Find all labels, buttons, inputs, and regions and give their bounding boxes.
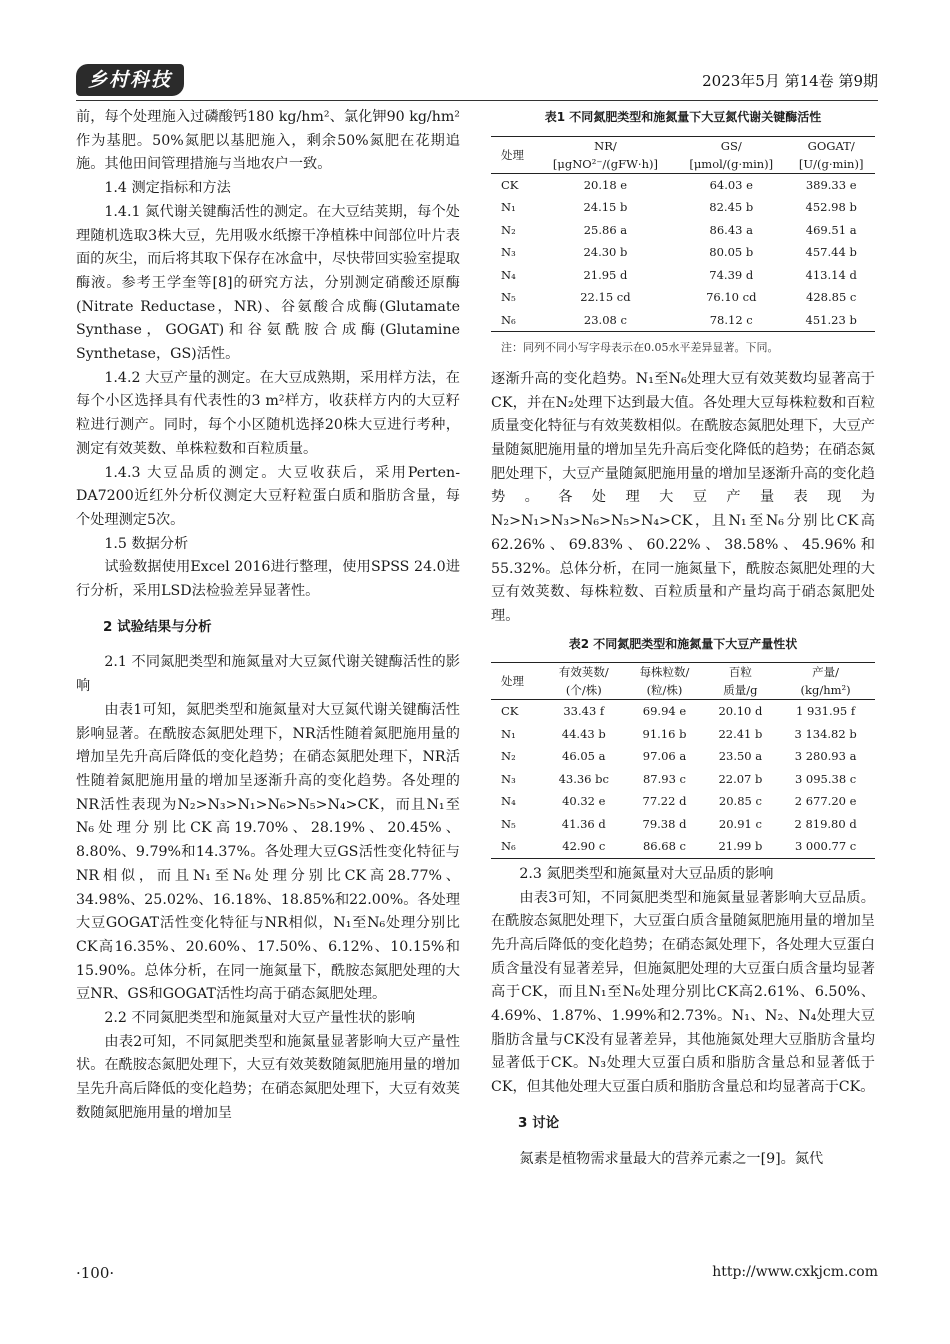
table-row	[491, 241, 875, 264]
table-cell: 389.33 e	[805, 177, 857, 192]
table-cell: N₄	[501, 794, 516, 809]
table1-unit-nr: [μgNO²⁻/(gFW·h)]	[536, 155, 675, 174]
table-cell: 3 095.38 c	[794, 771, 857, 786]
table-cell: N₁	[501, 726, 516, 741]
table-cell: 76.10 cd	[706, 290, 757, 305]
journal-url: http://www.cxkjcm.com	[712, 1264, 878, 1280]
table-row	[491, 813, 875, 836]
table1	[491, 136, 875, 333]
table-cell: 40.32 e	[562, 794, 606, 809]
table-cell: N₃	[501, 771, 516, 786]
paragraph: 1.4.2 大豆产量的测定。在大豆成熟期，采用样方法，在每个小区选择具有代表性的3 m²样方，收获样方内的大豆籽粒进行测产。同时，每个小区随机选择20株大豆进行考种，测定有效荚数、单株粒数和百粒质量。	[76, 369, 460, 457]
table-row	[491, 173, 875, 196]
page-number: ·100·	[76, 1264, 115, 1282]
table-cell: 469.51 a	[805, 222, 857, 237]
table-cell: 87.93 c	[642, 771, 687, 786]
issue-info: 2023年5月 第14卷 第9期	[702, 72, 878, 90]
table1-header-gogat: GOGAT/	[787, 136, 875, 155]
paragraph: 前，每个处理施入过磷酸钙180 kg/hm²、氯化钾90 kg/hm²作为基肥。50%氮肥以基肥施入，剩余50%氮肥在花期追施。其他田间管理措施与当地农户一致。	[76, 109, 460, 173]
table-cell: 23.50 a	[718, 749, 763, 764]
paragraph: 1.4.3 大豆品质的测定。大豆收获后，采用Perten-DA7200近红外分析仪测定大豆籽粒蛋白质和脂肪含量，每个处理测定5次。	[76, 464, 460, 528]
table2-header-hundred: 百粒	[705, 663, 777, 682]
table-cell: 33.43 f	[563, 704, 605, 719]
table-cell: 428.85 c	[806, 290, 857, 305]
table-cell: 97.06 a	[642, 749, 687, 764]
table1-note: 注：同列不同小写字母表示在0.05水平差异显著。下同。	[501, 341, 779, 355]
table2-header-grains: 每株粒数/	[624, 663, 704, 682]
table-cell: 43.36 bc	[558, 771, 609, 786]
table-cell: N₆	[491, 835, 543, 858]
table1-unit-gs: [μmol/(g·min)]	[675, 155, 787, 174]
table-cell: N₂	[501, 749, 516, 764]
table-cell: 80.05 b	[709, 245, 754, 260]
table-cell: 22.41 b	[718, 726, 763, 741]
table-cell: 22.15 cd	[580, 290, 631, 305]
table-cell: 1 931.95 f	[796, 704, 856, 719]
table-cell: 82.45 b	[709, 200, 754, 215]
section-heading: 1.4 测定指标和方法	[104, 180, 231, 197]
table-cell: 20.10 d	[718, 704, 763, 719]
table-cell: 24.30 b	[583, 245, 628, 260]
table-cell: 3 134.82 b	[794, 726, 857, 741]
table-cell: 413.14 d	[805, 267, 857, 282]
table-row	[491, 700, 875, 723]
table-cell: 452.98 b	[805, 200, 857, 215]
table-cell: 3 280.93 a	[794, 749, 857, 764]
table-cell: 74.39 d	[709, 267, 754, 282]
table1-header-nr: NR/	[536, 136, 675, 155]
section-heading: 2.1 不同氮肥类型和施氮量对大豆氮代谢关键酶活性的影响	[76, 654, 460, 695]
table-cell: 41.36 d	[561, 816, 606, 831]
table-cell: 20.85 c	[718, 794, 762, 809]
table-cell: 21.99 b	[705, 835, 777, 858]
table-cell: N₄	[501, 267, 516, 282]
table-cell: 91.16 b	[642, 726, 687, 741]
section-heading-main: 3 讨论	[518, 1114, 560, 1131]
table2	[491, 662, 875, 859]
table-row	[491, 286, 875, 309]
table-cell: 64.03 e	[709, 177, 753, 192]
table-cell: 86.43 a	[709, 222, 753, 237]
table-cell: 69.94 e	[642, 704, 687, 719]
table-cell: 78.12 c	[675, 309, 787, 332]
page-header	[76, 64, 878, 98]
table-row	[491, 723, 875, 746]
table-cell: 44.43 b	[561, 726, 606, 741]
table-cell: 20.91 c	[718, 816, 762, 831]
table-cell: 79.38 d	[642, 816, 687, 831]
table-row	[491, 745, 875, 768]
table-cell: 23.08 c	[536, 309, 675, 332]
paragraph: 1.4.1 氮代谢关键酶活性的测定。在大豆结荚期，每个处理随机选取3株大豆，先用吸水纸擦干净植株中间部位叶片表面的灰尘，而后将其取下保存在冰盒中，尽快带回实验室提取酶液。参考王学奎等[8]的研究方法，分别测定硝酸还原酶(Nitrate Reductase，NR)、谷氨酸合成酶(Glutamate Synthase，GOGAT)和谷氨酰胺合成酶(Glutamine Synthetase，GS)活性。	[76, 203, 460, 363]
table-row	[491, 264, 875, 287]
table2-header-yield: 产量/	[776, 663, 875, 682]
table2-unit-yield: (kg/hm²)	[776, 681, 875, 700]
table-cell: 86.68 c	[624, 835, 704, 858]
left-column	[76, 106, 460, 1126]
table-cell: 457.44 b	[805, 245, 857, 260]
table2-header-pods: 有效荚数/	[543, 663, 624, 682]
table2-unit-grains: (粒/株)	[624, 681, 704, 700]
paragraph: 氮素是植物需求量最大的营养元素之一[9]。氮代	[519, 1150, 824, 1167]
table1-header-gs: GS/	[675, 136, 787, 155]
section-heading: 1.5 数据分析	[104, 535, 189, 552]
table2-header-treatment: 处理	[491, 663, 543, 700]
paragraph: 试验数据使用Excel 2016进行整理，使用SPSS 24.0进行分析，采用LSD法检验差异显著性。	[76, 559, 460, 600]
section-heading: 2.3 氮肥类型和施氮量对大豆品质的影响	[519, 865, 774, 882]
table-cell: N₆	[491, 309, 536, 332]
table-row	[491, 309, 875, 332]
table-cell: 21.95 d	[583, 267, 628, 282]
table-cell: 20.18 e	[583, 177, 628, 192]
table-cell: CK	[501, 704, 519, 719]
table-cell: 22.07 b	[718, 771, 763, 786]
header-rule	[76, 100, 878, 101]
table1-caption: 表1 不同氮肥类型和施氮量下大豆氮代谢关键酶活性	[544, 110, 822, 124]
table-cell: 451.23 b	[787, 309, 875, 332]
paragraph: 由表3可知，不同氮肥类型和施氮量显著影响大豆品质。在酰胺态氮肥处理下，大豆蛋白质含量随氮肥施用量的增加呈先升高后降低的变化趋势；在硝态氮处理下，各处理大豆蛋白质含量没有显著差异，但施氮肥处理的大豆蛋白质含量均显著高于CK，而且N₁至N₆处理分别比CK高2.61%、6.50%、4.69%、1.87%、1.99%和2.73%。N₁、N₂、N₄处理大豆脂肪含量与CK没有显著差异，其他施氮处理大豆脂肪含量均显著低于CK。N₃处理大豆蛋白质和脂肪含量总和显著低于CK，但其他处理大豆蛋白质和脂肪含量总和均显著高于CK。	[491, 889, 875, 1096]
table-cell: CK	[501, 177, 519, 192]
paragraph: 逐渐升高的变化趋势。N₁至N₆处理大豆有效荚数均显著高于CK，并在N₂处理下达到最大值。各处理大豆每株粒数和百粒质量变化特征与有效荚数相似。在酰胺态氮肥处理下，大豆产量随氮肥施用量的增加呈先升高后变化降低的趋势；在硝态氮肥处理下，大豆产量随氮肥施用量的增加呈逐渐升高的变化趋势。各处理大豆产量表现为N₂>N₁>N₃>N₆>N₅>N₄>CK，且N₁至N₆分别比CK高62.26%、69.83%、60.22%、38.58%、45.96%和55.32%。总体分析，在同一施氮量下，酰胺态氮肥处理的大豆有效荚数、每株粒数、百粒质量和产量均高于硝态氮肥处理。	[491, 370, 875, 624]
table-cell: 3 000.77 c	[776, 835, 875, 858]
section-heading: 2.2 不同氮肥类型和施氮量对大豆产量性状的影响	[104, 1010, 416, 1027]
paragraph: 由表2可知，不同氮肥类型和施氮量显著影响大豆产量性状。在酰胺态氮肥处理下，大豆有效荚数随氮肥施用量的增加呈先升高后降低的变化趋势；在硝态氮肥处理下，大豆有效荚数随氮肥施用量的增加呈	[76, 1033, 460, 1121]
paragraph: 由表1可知，氮肥类型和施氮量对大豆氮代谢关键酶活性影响显著。在酰胺态氮肥处理下，NR活性随着氮肥施用量的增加呈先升高后降低的变化趋势；在硝态氮肥处理下，NR活性随着氮肥施用量的增加呈逐渐升高的变化趋势。各处理的NR活性表现为N₂>N₃>N₁>N₆>N₅>N₄>CK，而且N₁至N₆处理分别比CK高19.70%、28.19%、20.45%、8.80%、9.79%和14.37%。各处理大豆GS活性变化特征与NR相似，而且N₁至N₆处理分别比CK高28.77%、34.98%、25.02%、16.18%、18.85%和22.00%。各处理大豆GOGAT活性变化特征与NR相似，N₁至N₆处理分别比CK高16.35%、20.60%、17.50%、6.12%、10.15%和15.90%。总体分析，在同一施氮量下，酰胺态氮肥处理的大豆NR、GS和GOGAT活性均高于硝态氮肥处理。	[76, 701, 460, 1003]
table-cell: 2 677.20 e	[794, 794, 857, 809]
table-cell: N₅	[501, 816, 516, 831]
table-row	[491, 768, 875, 791]
table-cell: N₂	[501, 222, 516, 237]
table-cell: N₃	[501, 245, 516, 260]
table1-header-treatment: 处理	[491, 136, 536, 173]
table2-unit-pods: (个/株)	[543, 681, 624, 700]
table-cell: 46.05 a	[562, 749, 606, 764]
table-cell: N₁	[501, 200, 516, 215]
table-row	[491, 790, 875, 813]
table-cell: 77.22 d	[642, 794, 687, 809]
table-row	[491, 219, 875, 242]
table1-unit-gogat: [U/(g·min)]	[787, 155, 875, 174]
section-heading-main: 2 试验结果与分析	[103, 618, 212, 635]
journal-logo: 乡村科技	[76, 64, 184, 96]
table2-unit-hundred: 质量/g	[705, 681, 777, 700]
table-cell: 24.15 b	[583, 200, 628, 215]
table2-caption: 表2 不同氮肥类型和施氮量下大豆产量性状	[568, 636, 798, 651]
table-cell: 25.86 a	[583, 222, 628, 237]
right-column	[491, 106, 875, 1171]
table-cell: 2 819.80 d	[794, 816, 857, 831]
table-cell: N₅	[501, 290, 516, 305]
table-row	[491, 196, 875, 219]
table-row	[491, 835, 875, 858]
table-cell: 42.90 c	[543, 835, 624, 858]
